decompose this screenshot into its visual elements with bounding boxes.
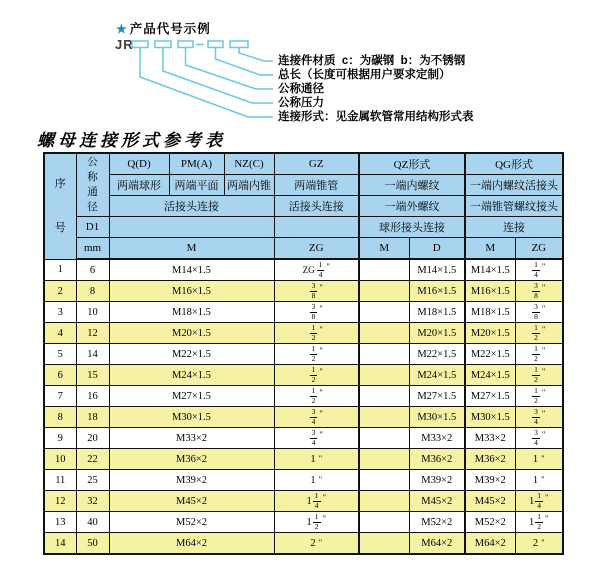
code-box <box>155 41 171 48</box>
dn-cell: 15 <box>76 365 109 386</box>
m-thread-cell: M24×1.5 <box>109 365 274 386</box>
seq-cell: 2 <box>44 281 76 302</box>
col-header-nzc: NZ(C) <box>224 153 274 175</box>
table-row <box>44 407 563 428</box>
gz-size-cell: 1 " <box>274 449 359 470</box>
desc-gz: 两端锥管 <box>274 175 359 196</box>
leader-line <box>140 48 273 117</box>
col-header-d1: D1 <box>76 217 109 238</box>
qz-d-cell: M36×2 <box>409 449 465 470</box>
leader-line <box>186 48 274 89</box>
table-row <box>44 449 563 470</box>
conn-qz-external: 一端外螺纹 <box>359 196 465 217</box>
diagram-label-material: 连接件材质 c：为碳钢 b：为不锈钢 <box>278 55 466 67</box>
qz-d-cell: M24×1.5 <box>409 365 465 386</box>
header-row-4 <box>44 217 563 238</box>
gz-size-cell: $\frac{1}{2}$ " <box>274 323 359 344</box>
dn-cell: 12 <box>76 323 109 344</box>
qz-d-cell: M45×2 <box>409 491 465 512</box>
col-header-nominal: 公称通径 <box>76 153 109 217</box>
m-thread-cell: M45×2 <box>109 491 274 512</box>
diagram-label-connection: 连接形式：见金属软管常用结构形式表 <box>278 111 474 123</box>
qz-d-cell: M20×1.5 <box>409 323 465 344</box>
gz-size-cell: 1 $\frac{1}{4}$ " <box>274 491 359 512</box>
seq-cell: 12 <box>44 491 76 512</box>
qg-m-cell: M24×1.5 <box>465 365 515 386</box>
qg-zg-cell: $\frac{1}{4}$ " <box>515 259 563 281</box>
col-header-qg-group: QG形式 <box>465 153 563 175</box>
gz-size-cell: $\frac{3}{8}$ " <box>274 302 359 323</box>
qz-m-cell <box>359 365 409 386</box>
seq-cell: 13 <box>44 512 76 533</box>
m-thread-cell: M52×2 <box>109 512 274 533</box>
qz-m-cell <box>359 386 409 407</box>
desc-nzc: 两端内锥 <box>224 175 274 196</box>
gz-size-cell: $\frac{1}{2}$ " <box>274 365 359 386</box>
desc-pma: 两端平面 <box>169 175 224 196</box>
qg-m-cell: M33×2 <box>465 428 515 449</box>
qg-zg-cell: 2 " <box>515 533 563 555</box>
seq-cell: 14 <box>44 533 76 555</box>
seq-cell: 4 <box>44 323 76 344</box>
leader-line <box>239 48 273 61</box>
dn-cell: 25 <box>76 470 109 491</box>
dn-cell: 6 <box>76 259 109 281</box>
m-thread-cell: M27×1.5 <box>109 386 274 407</box>
qg-zg-cell: $\frac{3}{8}$ " <box>515 281 563 302</box>
col-header-mm: mm <box>76 238 109 260</box>
seq-cell: 5 <box>44 344 76 365</box>
dn-cell: 8 <box>76 281 109 302</box>
qg-m-cell: M18×1.5 <box>465 302 515 323</box>
col-header-zg-gz: ZG <box>274 238 359 260</box>
m-thread-cell: M22×1.5 <box>109 344 274 365</box>
qg-m-cell: M22×1.5 <box>465 344 515 365</box>
qg-m-cell: M39×2 <box>465 470 515 491</box>
qg-m-cell: M64×2 <box>465 533 515 555</box>
col-header-qg-zg: ZG <box>515 238 563 260</box>
dn-cell: 32 <box>76 491 109 512</box>
code-box <box>178 41 193 48</box>
table-row <box>44 470 563 491</box>
diagram-title-text: 产品代号示例 <box>129 22 211 36</box>
qz-d-cell: M52×2 <box>409 512 465 533</box>
table-row <box>44 386 563 407</box>
diagram-label-pressure: 公称压力 <box>278 97 324 109</box>
code-box <box>230 41 248 48</box>
gz-size-cell: 1 $\frac{1}{2}$ " <box>274 512 359 533</box>
table-row <box>44 259 563 281</box>
qg-m-cell: M20×1.5 <box>465 323 515 344</box>
qz-d-cell: M33×2 <box>409 428 465 449</box>
header-row-2 <box>44 175 563 196</box>
diagram-label-length: 总长（长度可根据用户要求定制） <box>278 69 451 81</box>
dn-cell: 16 <box>76 386 109 407</box>
qz-d-cell: M27×1.5 <box>409 386 465 407</box>
seq-cell: 7 <box>44 386 76 407</box>
seq-cell: 9 <box>44 428 76 449</box>
col-header-qd: Q(D) <box>109 153 169 175</box>
dn-cell: 10 <box>76 302 109 323</box>
conn-union-left: 活接头连接 <box>109 196 274 217</box>
qz-m-cell <box>359 491 409 512</box>
m-thread-cell: M33×2 <box>109 428 274 449</box>
code-box <box>132 41 148 48</box>
qz-m-cell <box>359 323 409 344</box>
qg-zg-cell: 1 " <box>515 470 563 491</box>
qg-zg-cell: 1 " <box>515 449 563 470</box>
m-thread-cell: M30×1.5 <box>109 407 274 428</box>
dn-cell: 18 <box>76 407 109 428</box>
gz-size-cell: $\frac{3}{4}$ " <box>274 407 359 428</box>
seq-cell: 3 <box>44 302 76 323</box>
qz-m-cell <box>359 449 409 470</box>
qg-m-cell: M16×1.5 <box>465 281 515 302</box>
gz-size-cell: 2 " <box>274 533 359 555</box>
qg-zg-cell: $\frac{1}{2}$ " <box>515 386 563 407</box>
qz-d-cell: M22×1.5 <box>409 344 465 365</box>
qz-m-cell <box>359 428 409 449</box>
qz-m-cell <box>359 533 409 555</box>
code-prefix: JR <box>115 37 134 52</box>
qz-d-cell: M30×1.5 <box>409 407 465 428</box>
qz-d-cell: M18×1.5 <box>409 302 465 323</box>
qz-m-cell <box>359 281 409 302</box>
gz-size-cell: $\frac{3}{8}$ " <box>274 281 359 302</box>
conn-union-gz: 活接头连接 <box>274 196 359 217</box>
desc-qz: 一端内螺纹 <box>359 175 465 196</box>
star-icon: ★ <box>116 22 128 36</box>
col-header-qz-group: QZ形式 <box>359 153 465 175</box>
col-header-qz-m: M <box>359 238 409 260</box>
gz-size-cell: $\frac{3}{4}$ " <box>274 428 359 449</box>
qg-m-cell: M36×2 <box>465 449 515 470</box>
empty-cell <box>109 217 274 238</box>
table-row <box>44 533 563 555</box>
table-row <box>44 302 563 323</box>
gz-size-cell: $\frac{1}{2}$ " <box>274 344 359 365</box>
header-row-1 <box>44 153 563 175</box>
table-row <box>44 491 563 512</box>
col-header-m-main: M <box>109 238 274 260</box>
qz-m-cell <box>359 344 409 365</box>
qg-m-cell: M14×1.5 <box>465 259 515 281</box>
seq-cell: 10 <box>44 449 76 470</box>
qg-zg-cell: $\frac{3}{4}$ " <box>515 407 563 428</box>
qz-d-cell: M64×2 <box>409 533 465 555</box>
m-thread-cell: M20×1.5 <box>109 323 274 344</box>
conn-qg-connect: 连接 <box>465 217 563 238</box>
qz-m-cell <box>359 470 409 491</box>
nut-connection-reference-table <box>43 152 564 555</box>
qz-m-cell <box>359 259 409 281</box>
m-thread-cell: M36×2 <box>109 449 274 470</box>
m-thread-cell: M18×1.5 <box>109 302 274 323</box>
dn-cell: 14 <box>76 344 109 365</box>
diagram-label-diameter: 公称通径 <box>278 83 324 95</box>
code-box <box>208 41 223 48</box>
seq-cell: 11 <box>44 470 76 491</box>
table-title: 螺母连接形式参考表 <box>37 131 226 151</box>
table-row <box>44 323 563 344</box>
qg-zg-cell: 1 $\frac{1}{4}$ " <box>515 491 563 512</box>
desc-qg: 一端内螺纹活接头 <box>465 175 563 196</box>
col-header-gz: GZ <box>274 153 359 175</box>
qg-zg-cell: 1 $\frac{1}{2}$ " <box>515 512 563 533</box>
qg-zg-cell: $\frac{1}{2}$ " <box>515 365 563 386</box>
table-body <box>44 259 563 554</box>
header-row-5 <box>44 238 563 260</box>
seq-cell: 8 <box>44 407 76 428</box>
seq-cell: 1 <box>44 259 76 281</box>
table-row <box>44 512 563 533</box>
gz-size-cell: 1 " <box>274 470 359 491</box>
conn-qz-ball: 球形接头连接 <box>359 217 465 238</box>
m-thread-cell: M64×2 <box>109 533 274 555</box>
qz-m-cell <box>359 407 409 428</box>
desc-qd: 两端球形 <box>109 175 169 196</box>
dn-cell: 20 <box>76 428 109 449</box>
m-thread-cell: M39×2 <box>109 470 274 491</box>
col-header-pma: PM(A) <box>169 153 224 175</box>
table-row <box>44 344 563 365</box>
qg-m-cell: M45×2 <box>465 491 515 512</box>
dn-cell: 22 <box>76 449 109 470</box>
qz-m-cell <box>359 512 409 533</box>
table-row <box>44 428 563 449</box>
col-header-qz-d: D <box>409 238 465 260</box>
gz-size-cell: ZG $\frac{1}{4}$ " <box>274 259 359 281</box>
gz-size-cell: $\frac{1}{2}$ " <box>274 386 359 407</box>
table-row <box>44 281 563 302</box>
qg-m-cell: M30×1.5 <box>465 407 515 428</box>
m-thread-cell: M16×1.5 <box>109 281 274 302</box>
qg-zg-cell: $\frac{3}{4}$ " <box>515 428 563 449</box>
qg-zg-cell: $\frac{3}{8}$ " <box>515 302 563 323</box>
qz-m-cell <box>359 302 409 323</box>
col-header-seq: 序号 <box>44 153 76 259</box>
conn-qg-taper: 一端锥管螺纹接头 <box>465 196 563 217</box>
qz-d-cell: M14×1.5 <box>409 259 465 281</box>
qg-m-cell: M52×2 <box>465 512 515 533</box>
qg-zg-cell: $\frac{1}{2}$ " <box>515 323 563 344</box>
header-row-3 <box>44 196 563 217</box>
col-header-qg-m: M <box>465 238 515 260</box>
qg-m-cell: M27×1.5 <box>465 386 515 407</box>
qg-zg-cell: $\frac{1}{2}$ " <box>515 344 563 365</box>
dn-cell: 50 <box>76 533 109 555</box>
qz-d-cell: M16×1.5 <box>409 281 465 302</box>
m-thread-cell: M14×1.5 <box>109 259 274 281</box>
dn-cell: 40 <box>76 512 109 533</box>
empty-cell <box>274 217 359 238</box>
qz-d-cell: M39×2 <box>409 470 465 491</box>
seq-cell: 6 <box>44 365 76 386</box>
table-row <box>44 365 563 386</box>
